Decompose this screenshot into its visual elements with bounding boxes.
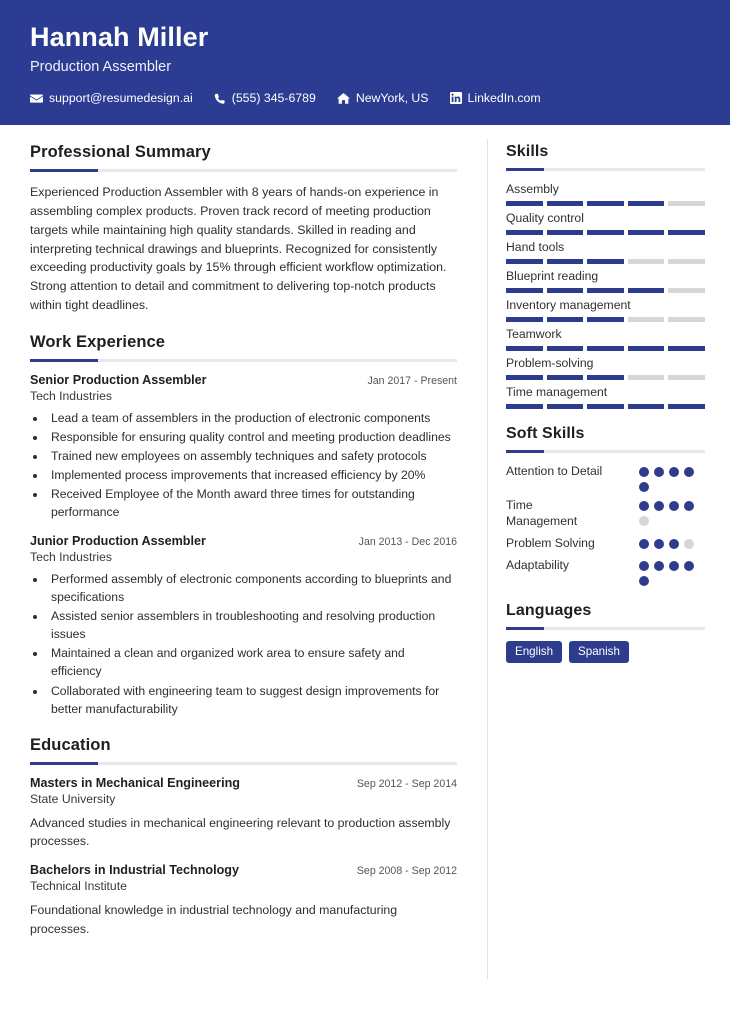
skill-segment — [628, 201, 665, 206]
education-entry-list — [30, 776, 457, 939]
section-education — [30, 736, 457, 939]
skill-segment — [506, 201, 543, 206]
rating-dot — [639, 501, 649, 511]
contact-phone-label: (555) 345-6789 — [231, 91, 316, 106]
contact-location-label: NewYork, US — [355, 91, 429, 106]
work-entry-date: Jan 2013 - Dec 2016 — [358, 536, 457, 549]
education-entry-degree: Masters in Mechanical Engineering — [30, 775, 240, 790]
skill-level-bar — [506, 346, 705, 351]
skill-segment — [506, 288, 543, 293]
skill-level-bar — [506, 230, 705, 235]
rating-dot — [684, 501, 694, 511]
skill-segment — [547, 346, 584, 351]
skill-segment — [628, 288, 665, 293]
list-item: • Implemented process improvements that increased efficiency by 20% — [47, 466, 457, 484]
work-entry-company: Tech Industries — [30, 388, 112, 403]
skill-segment — [506, 404, 543, 409]
skill-item — [506, 356, 705, 380]
rating-dot — [684, 467, 694, 477]
rating-dot — [684, 539, 694, 549]
education-entry-degree: Bachelors in Industrial Technology — [30, 863, 239, 878]
skill-item — [506, 240, 705, 264]
skill-name: Quality control — [506, 211, 584, 226]
skill-segment — [668, 404, 705, 409]
section-rule — [506, 627, 705, 630]
skill-segment — [628, 375, 665, 380]
skill-segment — [587, 288, 624, 293]
contact-phone[interactable] — [214, 91, 316, 105]
section-rule — [506, 168, 705, 171]
skill-segment — [668, 259, 705, 264]
rating-dot — [654, 539, 664, 549]
rating-dot — [684, 561, 694, 571]
section-rule — [30, 762, 457, 765]
skill-name: Teamwork — [506, 327, 562, 342]
skill-segment — [628, 317, 665, 322]
skill-segment — [506, 375, 543, 380]
skill-segment — [587, 317, 624, 322]
language-chip[interactable]: English — [506, 641, 562, 663]
rating-dot — [639, 516, 649, 526]
skill-segment — [587, 259, 624, 264]
education-entry-date: Sep 2008 - Sep 2012 — [356, 865, 457, 878]
soft-skill-name: Time Management — [506, 498, 578, 528]
work-entry-header — [30, 373, 457, 387]
resume-body — [0, 125, 730, 979]
list-item: • Maintained a clean and organized work area to ensure safety and efficiency — [47, 644, 457, 680]
skill-segment — [628, 346, 665, 351]
section-soft-skills — [506, 425, 705, 586]
skill-segment — [668, 230, 705, 235]
section-title-education: Education — [30, 735, 111, 754]
section-rule — [506, 450, 705, 453]
contact-linkedin-label: LinkedIn.com — [467, 91, 541, 106]
list-item: • Trained new employees on assembly techniques and safety protocols — [47, 447, 457, 465]
soft-skill-name: Adaptability — [506, 557, 570, 572]
skill-level-bar — [506, 375, 705, 380]
rating-dot — [669, 467, 679, 477]
linkedin-icon — [450, 92, 462, 104]
home-icon — [337, 92, 350, 105]
skill-name: Time management — [506, 385, 608, 400]
rating-dot — [639, 482, 649, 492]
contact-email-label: support@resumedesign.ai — [49, 91, 193, 106]
skill-segment — [547, 259, 584, 264]
skill-segment — [628, 259, 665, 264]
skill-level-bar — [506, 317, 705, 322]
education-entry-header — [30, 863, 457, 877]
rating-dot — [639, 539, 649, 549]
skill-segment — [547, 404, 584, 409]
section-skills — [506, 143, 705, 409]
list-item: • Assisted senior assemblers in troubleshooting and resolving production issues — [47, 607, 457, 643]
section-rule — [30, 169, 457, 172]
section-work-experience — [30, 333, 457, 718]
work-entry-date: Jan 2017 - Present — [367, 374, 457, 387]
education-entry — [30, 776, 457, 851]
list-item: • Responsible for ensuring quality control and meeting production deadlines — [47, 428, 457, 446]
skill-name: Assembly — [506, 182, 559, 197]
skill-segment — [587, 230, 624, 235]
education-entry — [30, 863, 457, 938]
rating-dot — [639, 467, 649, 477]
skill-item — [506, 182, 705, 206]
contact-location[interactable] — [337, 91, 429, 105]
soft-skill-rating — [639, 464, 705, 492]
education-entry-description: Foundational knowledge in industrial technology and manufacturing processes. — [30, 903, 398, 936]
education-entry-header — [30, 776, 457, 790]
soft-skill-name: Attention to Detail — [506, 464, 603, 479]
section-professional-summary — [30, 143, 457, 315]
rating-dot — [669, 501, 679, 511]
skill-name: Problem-solving — [506, 356, 594, 371]
soft-skill-item — [506, 464, 705, 492]
section-title-work: Work Experience — [30, 332, 166, 351]
skill-item — [506, 298, 705, 322]
language-chip-list — [506, 641, 705, 663]
education-entry-school: Technical Institute — [30, 879, 127, 894]
work-entry-company: Tech Industries — [30, 550, 112, 565]
skill-segment — [668, 288, 705, 293]
skill-level-bar — [506, 288, 705, 293]
soft-skill-name: Problem Solving — [506, 535, 595, 550]
envelope-icon — [30, 92, 43, 105]
page-title: Hannah Miller — [30, 22, 209, 52]
skill-item — [506, 211, 705, 235]
skill-segment — [587, 201, 624, 206]
work-entry — [30, 373, 457, 521]
skill-item — [506, 385, 705, 409]
skill-segment — [506, 259, 543, 264]
skill-segment — [628, 230, 665, 235]
skill-name: Hand tools — [506, 240, 565, 255]
work-entry — [30, 534, 457, 717]
skill-segment — [668, 375, 705, 380]
main-column — [0, 125, 487, 951]
skill-name: Blueprint reading — [506, 269, 599, 284]
rating-dot — [654, 561, 664, 571]
education-entry-date: Sep 2012 - Sep 2014 — [356, 777, 457, 790]
job-title: Production Assembler — [30, 59, 172, 76]
soft-skill-rating — [639, 558, 705, 586]
skill-segment — [628, 404, 665, 409]
summary-text: Experienced Production Assembler with 8 years of hands-on experience in assembling complex products. Proven track record of meeting production targets while maintaining high quality standards. Skilled in reading and interpreting technical drawings and blueprints. Recognized for consistently exceeding productivity goals by 15% through efficient workflow optimization. Strong attention to detail and commitment to delivering top-notch products within tight deadlines. — [30, 185, 447, 313]
section-languages — [506, 602, 705, 663]
soft-skill-rating — [639, 536, 705, 549]
skill-segment — [547, 375, 584, 380]
soft-skill-item — [506, 558, 705, 586]
rating-dot — [654, 467, 664, 477]
section-title-skills: Skills — [506, 143, 549, 161]
education-entry-school: State University — [30, 791, 116, 806]
rating-dot — [639, 576, 649, 586]
contact-row — [30, 91, 700, 105]
soft-skill-list — [506, 464, 705, 586]
list-item: • Collaborated with engineering team to suggest design improvements for better manufacturability — [47, 682, 457, 718]
rating-dot — [639, 561, 649, 571]
sidebar-column — [488, 125, 730, 667]
skill-item — [506, 269, 705, 293]
skill-item — [506, 327, 705, 351]
skill-level-bar — [506, 404, 705, 409]
skill-segment — [587, 375, 624, 380]
skill-segment — [506, 317, 543, 322]
soft-skill-item — [506, 498, 705, 530]
section-title-soft-skills: Soft Skills — [506, 425, 585, 443]
work-entry-role: Senior Production Assembler — [30, 372, 207, 387]
phone-icon — [214, 92, 226, 105]
rating-dot — [669, 539, 679, 549]
skill-name: Inventory management — [506, 298, 631, 313]
contact-email[interactable] — [30, 91, 193, 105]
skill-segment — [547, 230, 584, 235]
contact-linkedin[interactable] — [450, 91, 541, 105]
soft-skill-rating — [639, 498, 705, 526]
skill-level-bar — [506, 201, 705, 206]
rating-dot — [669, 561, 679, 571]
skill-level-bar — [506, 259, 705, 264]
rating-dot — [654, 501, 664, 511]
skill-segment — [547, 317, 584, 322]
skill-list — [506, 182, 705, 409]
skill-segment — [668, 346, 705, 351]
work-entry-bullets — [47, 570, 457, 717]
work-entry-header — [30, 534, 457, 548]
work-entry-list — [30, 373, 457, 718]
skill-segment — [668, 317, 705, 322]
section-title-languages: Languages — [506, 601, 592, 619]
language-chip[interactable]: Spanish — [569, 641, 629, 663]
skill-segment — [668, 201, 705, 206]
skill-segment — [587, 346, 624, 351]
section-rule — [30, 359, 457, 362]
list-item: • Lead a team of assemblers in the production of electronic components — [47, 409, 457, 427]
work-entry-role: Junior Production Assembler — [30, 534, 206, 549]
skill-segment — [587, 404, 624, 409]
list-item: • Received Employee of the Month award three times for outstanding performance — [47, 485, 457, 521]
section-title-summary: Professional Summary — [30, 143, 211, 162]
skill-segment — [547, 201, 584, 206]
skill-segment — [547, 288, 584, 293]
skill-segment — [506, 346, 543, 351]
soft-skill-item — [506, 536, 705, 552]
skill-segment — [506, 230, 543, 235]
list-item: • Performed assembly of electronic components according to blueprints and specifications — [47, 570, 457, 606]
education-entry-description: Advanced studies in mechanical engineering relevant to production assembly processes. — [30, 815, 451, 849]
work-entry-bullets — [47, 409, 457, 521]
resume-header — [0, 0, 730, 125]
